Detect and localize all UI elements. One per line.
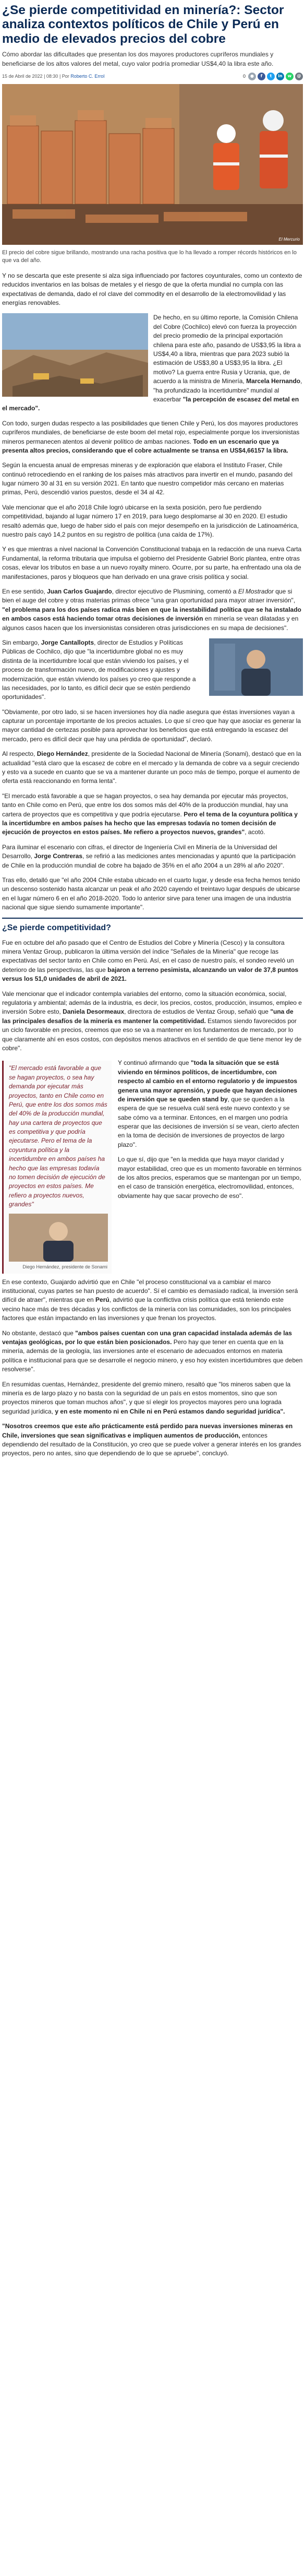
paragraph: Para iluminar el escenario con cifras, el director de Ingeniería Civil en Minería de la Universidad del Desarrollo, Jorge Contreras, se refirió a las mediciones antes mencionadas y apuntó que la participación de Chile en la producción mundial de cobre ha bajado de 35% en el año 2004 a un 28% al año 2020". xyxy=(2,843,296,869)
paragraph: Tras ello, detalló que "el año 2004 Chile estaba ubicado en el cuarto lugar, y desde esa fecha hemos tenido un descenso sostenido hasta alcanzar un peak el año 2020 cayendo el treintavo lugar después de ubicarse en el lugar número 6 en el año 2018-2020. Todo lo anterior sirve para tener una imagen de una industria nacional que sigue siendo sumamente importante". xyxy=(2,876,300,911)
copper-cathodes-illustration xyxy=(2,84,303,245)
paragraph: Y no se descarta que este presente si alza siga influenciado por factores coyunturales, como un contexto de reducidos inventarios en las bolsas de metales y el riesgo de que la oferta mundial no cumpla con las expectativas de demanda, dado el rol clave del commodity en el desarrollo de la electromovilidad y las energías renovables. xyxy=(2,271,302,307)
paragraph: En ese sentido, Juan Carlos Guajardo, director ejecutivo de Plusmining, comentó a El Mostrador que si bien el auge del cobre y otras materias primas ofrece "una gran oportunidad para mayor atraer inversión", "el problema para los dos países radica más bien en que la inestabilidad política que se ha instalado en ambos casos está haciendo tomar otras decisiones de inversión en minería se vean dilatadas y en algunos casos hacen que los inversionistas consideren otras jurisdicciones en su mapa de decisiones". xyxy=(2,587,301,632)
paragraph: Lo que sí, dijo que "en la medida que haya mayor claridad y mayor estabilidad, creo que es un momento favorable en términos de los altos precios, esperamos que se mantengan por un tiempo, en el caso de transición energética, electromovilidad, entonces, obviamente hay que sacar provecho de eso". xyxy=(118,1156,302,1200)
paragraph: Y continuó afirmando que "toda la situación que se está viviendo en términos políticos, de incertidumbre, con respecto al cambio en el entorno regulatorio y de impuestos genera una mayor aprensión, y puede que hayan decisiones de inversión que se queden stand by, que se queden a la espera de que se resuelva cuál será este nuevo contexto y se sabe cómo va a terminar. Entonces, en el margen uno podría esperar que las decisiones de inversión sí se vean, cierto afecten en la toma de decisión de inversiones de proyectos de largo plazo". xyxy=(118,1059,299,1148)
author-link[interactable]: Roberto C. Errol xyxy=(70,73,105,79)
article-date: 15 de Abril de 2022 | 08:30 xyxy=(2,73,58,79)
comment-icon[interactable]: ● xyxy=(248,73,256,80)
share-bar xyxy=(243,73,303,80)
pull-quote xyxy=(2,1061,112,1273)
article-meta-row xyxy=(2,72,303,81)
mine-photo-illustration xyxy=(2,313,148,397)
paragraph: Vale mencionar que el indicador contempla variables del entorno, como la situación económica, social, regulatoria y ambiental; además de la industria, es decir, los precios, costos, producción, insumos, empleo e inversión Sobre esto, Daniela Desormeaux, directora de estudios de Ventaz Group, señaló que "una de las principales desafíos de la minería es mantener la competitividad. Estamos siendo favorecidos por un ciclo favorable en precios, creemos que eso se va a mantener en los fundamentos de mercado, por lo que claramente ahí en esos costos, con depósitos menos atractivos en el sentido de que tiene menor ley de cobre". xyxy=(2,990,302,1052)
paragraph: De hecho, en su último reporte, la Comisión Chilena del Cobre (Cochilco) elevó con fuerza la proyección del precio promedio de la principal exportación chilena para este año, pasando de US$3,95 la libra a US$4,40 a libra, mientras que para 2023 subió la estimación de US$3,80 a US$3,95 la libra. ¿El motivo? La guerra entre Rusia y Ucrania, que, de acuerdo a la ministra de Minería, Marcela Hernando, "ha profundizado la incertidumbre" mundial al exacerbar "la percepción de escasez del metal en el mercado". xyxy=(2,314,302,412)
paragraph: Al respecto, Diego Hernández, presidente de la Sociedad Nacional de Minería (Sonami), destacó que en la actualidad "está claro que la escasez de cobre en el mercado y la demanda de cobre va a seguir creciendo y esto va a sucede en cuanto que se va a mantener durante un poco más de tiempo, porque el aumento de oferta está reaccionando en forma lenta". xyxy=(2,750,301,785)
article-lede: Cómo abordar las dificultades que presentan los dos mayores productores cupríferos mundiales y beneficiarse de los altos valores del metal, cuyo valor podría promediar US$4,40 la libra este año. xyxy=(2,51,274,67)
paragraph: Con todo, surgen dudas respecto a las posibilidades que tienen Chile y Perú, los dos mayores productores cupríferos mundiales, de beneficiarse de este boom del metal rojo, especialmente porque los inversionistas mineros permanecen atentos al devenir político de ambas naciones. Todo en un escenario que ya presenta altos precios, considerando que el cobre actualmente se transa en US$4,66157 la libra. xyxy=(2,419,300,454)
email-icon[interactable]: @ xyxy=(295,73,303,80)
photo-credit: El Mercurio xyxy=(278,236,300,242)
paragraph: "Nosotros creemos que este año prácticamente está perdido para nuevas inversiones mineras en Chile, inversiones que sean significativas e impliquen aumentos de producción, entonces dependiendo del resultado de la Constitución, yo creo que se puede volver a generar interés en los grandes proyectos, pero no antes, sino que dependiendo de lo que se apruebe", concluyó. xyxy=(2,1422,301,1457)
paragraph: Según la encuesta anual de empresas mineras y de exploración que elabora el Instituto Fraser, Chile continuó retrocediendo en el ranking de los países más atractivos para invertir en el mundo, pasando del lugar número 30 al 31 en su versión 2021. En tanto que nuestro competidor más cercano en materias primas, Perú, descendió varios puestos, desde el 34 al 42. xyxy=(2,461,292,496)
comment-count: 0 xyxy=(242,73,246,79)
interview-photo xyxy=(209,638,303,696)
paragraph: Fue en octubre del año pasado que el Centro de Estudios del Cobre y Minería (Cesco) y la consultora minera Ventaz Group, publicaron la última versión del índice "Señales de la Minería" que recoge las expectativas del sector tanto en Chile como en Perú. Así, en el caso de nuestro país, el sondeo reveló un deterioro de las perspectivas, las que bajaron a terreno pesimista, alcanzando un valor de 37,8 puntos versus los 51,0 unidades de abril de 2021. xyxy=(2,939,299,983)
inline-photo xyxy=(2,313,148,397)
facebook-icon[interactable]: f xyxy=(258,73,265,80)
whatsapp-icon[interactable]: w xyxy=(286,73,294,80)
pull-quote-author: Diego Hernández, presidente de Sonami xyxy=(22,1264,107,1269)
paragraph: Vale mencionar que el año 2018 Chile logró ubicarse en la sexta posición, pero fue perdiendo competitividad, bajando al lugar número 17 en 2019, para luego desplomarse al 30 en 2020. El estudio resaltó además que, luego de haber sido el país con mejor desempeño en la jurisdicción de Latinoamérica, nuestro país cayó 14,2 puntos en su registro de política (una caída de 17%). xyxy=(2,503,299,539)
author-prefix: Por xyxy=(62,73,69,79)
paragraph: "El mercado está favorable a que se hagan proyectos, o sea hay demanda por ejecutar más proyectos, tanto en Chile como en Perú, que entre los dos somos más del 40% de la producción mundial, hay una cartera de proyectos que es competitiva y que podría ejecutarse. Pero el tema de la coyuntura política y la incertidumbre en ambos países ha hecho que las empresas todavía no tomen decisión de ejecución de proyectos en estos países. Me refiero a proyectos nuevos, grandes", acotó. xyxy=(2,792,298,836)
speaker-illustration xyxy=(209,638,303,696)
paragraph: Sin embargo, Jorge Cantallopts, director de Estudios y Políticas Públicas de Cochilco, dijo que "la incertidumbre global no es muy distinta de la incertidumbre local que están viviendo los países, y el proceso de transformación nuevo, de modificaciones y ajustes y modernización, que están viviendo los países yo creo que responde a las necesidades, por lo tanto, es difícil decir que se estén perdiendo oportunidades". xyxy=(2,638,196,701)
pull-quote-text: "El mercado está favorable a que se hagan proyectos, o sea hay demanda por ejecutar más proyectos, tanto en Chile como en Perú, que entre los dos somos más del 40% de la producción mundial, hay una cartera de proyectos que es competitiva y que podría ejecutarse. Pero el tema de la coyuntura política y la incertidumbre en ambos países ha hecho que las empresas todavía no tomen decisión de ejecución de proyectos en estos países. Me refiero a proyectos nuevos, grandes" xyxy=(9,1064,107,1208)
author-portrait-illustration xyxy=(9,1214,108,1262)
quote-author-photo xyxy=(9,1214,107,1262)
hero-caption: El precio del cobre sigue brillando, mostrando una racha positiva que lo ha llevado a romper récords históricos en lo que va del año. xyxy=(2,250,297,264)
article-title: ¿Se pierde competitividad en minería?: Sector analiza contextos políticos de Chile y Perú en medio de elevados precios del cobre xyxy=(2,3,284,46)
article-meta: 15 de Abril de 2022 | 08:30 | Por Roberto C. Errol xyxy=(2,73,105,79)
twitter-icon[interactable]: t xyxy=(267,73,275,80)
paragraph: En resumidas cuentas, Hernández, presidente del gremio minero, resaltó que "los mineros saben que la minería es de largo plazo y no basta con la seguridad de un país en estos momentos, sino que son proyectos mineros que toman muchos años", y que sí elegir los proyectos mayores pero una lograda seguridad jurídica, y en este momento ni en Chile ni en Perú estamos dando seguridad jurídica". xyxy=(2,1380,291,1415)
section-heading: ¿Se pierde competitividad? xyxy=(2,918,303,934)
paragraph: "Obviamente, por otro lado, si se hacen inversiones hoy día nadie asegura que éstas inversiones vayan a capturar un porcentaje importante de los precios actuales. Lo que sí creo que hay que asociar es generar la mayor cantidad de certezas posible para aprovechar los beneficios que está entregando la escasez del mercado, pero es difícil decir que hay una pérdida de oportunidad", declaró. xyxy=(2,708,301,743)
hero-photo xyxy=(2,84,303,245)
paragraph: Y es que mientras a nivel nacional la Convención Constitucional trabaja en la redacción de una nueva Carta Fundamental, la reforma tributaria que impulsa el gobierno del Presidente Gabriel Boric plantea, entre otras cosas, elevar los tributos en base a un nuevo royalty minero. Ocurre, por su parte, ha enfrentado una ola de manifestaciones, paros y bloqueos que han derivado en una grave crisis política y social. xyxy=(2,545,302,580)
paragraph: En ese contexto, Guajardo advirtió que en Chile "el proceso constitucional va a cambiar el marco institucional, cuyas partes se han puesto de acuerdo". Sí el cambio es demasiado radical, la inversión será difícil de atraer", mientras que en Perú, advirtió que la conflictiva crisis política que está teniendo este vecino hace más de tres décadas y los conflictos de la minería con las comunidades, son los principales factores que están impactando en las inversiones y que frenan los proyectos. xyxy=(2,1278,298,1322)
linkedin-icon[interactable]: in xyxy=(276,73,284,80)
paragraph: No obstante, destacó que "ambos países cuentan con una gran capacidad instalada además de las ventajas geológicas, por lo que están bien posicionados. Pero hay que tener en cuenta que en la minería, además de la geología, las inversiones ante el escenario de adecuados entornos en materia política e institucional para que se desarrolle el negocio minero, y eso hoy existen incertidumbres que deben resolverse". xyxy=(2,1329,303,1373)
article-body xyxy=(2,271,303,1458)
